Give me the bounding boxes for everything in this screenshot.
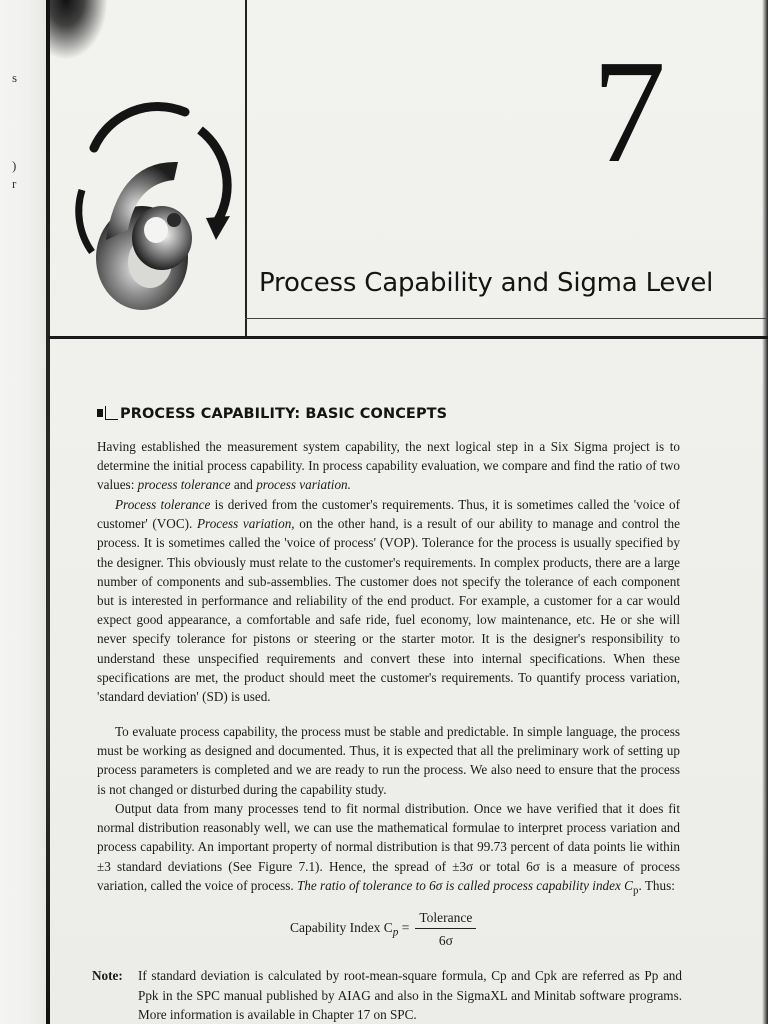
formula-subscript: p	[392, 926, 399, 939]
formula-fraction	[415, 910, 476, 949]
chapter-number: 7	[592, 30, 666, 194]
formula-denominator: 6σ	[438, 933, 453, 948]
formula-label	[290, 920, 409, 939]
note-block	[92, 966, 682, 1024]
paragraph-text: Having established the measurement system capability, the next logical step in a Six Sigma project is to determine the initial process capability. In process capability evaluation, we compare and find the ratio of two values:	[97, 439, 680, 493]
binding-edge-line	[46, 0, 50, 1024]
heading-bracket-icon	[105, 406, 118, 420]
section-heading	[97, 406, 447, 422]
scan-shadow	[48, 0, 108, 60]
page-right-edge	[762, 0, 768, 1024]
chapter-title: Process Capability and Sigma Level	[259, 268, 714, 298]
margin-mark: r	[12, 176, 17, 191]
page-binding-margin	[0, 0, 48, 1024]
formula-label-text: Capability Index C	[290, 920, 393, 936]
emphasis-text: process tolerance	[137, 477, 231, 493]
emphasis-text: Process variation,	[197, 516, 295, 532]
paragraph-normal-distribution	[97, 799, 680, 901]
title-underline	[245, 318, 768, 319]
emphasis-text: The ratio of tolerance to 6σ is called process capability index C	[296, 877, 633, 893]
paragraph-text: is derived from the customer's requirements. Thus, it is sometimes called the 'voice of customer' (VOC).	[97, 497, 680, 532]
formula-numerator: Tolerance	[415, 910, 476, 929]
paragraph-intro	[97, 437, 680, 495]
formula-equals: =	[398, 920, 410, 936]
paragraph-text: Output data from many processes tend to fit normal distribution. Once we have verified that it does fit normal distribution reasonably well, we can use the mathematical formulae to interpret process variation and process capability. An important property of normal distribution is that 99.73 percent of data points lie within ±3 standard deviations (See Figure 7.1). Hence, the spread of ±3σ or total 6σ is a measure of process variation, called the voice of process.	[97, 801, 680, 893]
paragraph-stability	[97, 722, 680, 799]
paragraph-tolerance	[97, 495, 680, 706]
margin-mark: )	[12, 158, 17, 173]
section-heading-text: PROCESS CAPABILITY: BASIC CONCEPTS	[120, 406, 448, 422]
note-label: Note:	[92, 968, 123, 983]
capability-index-formula	[290, 910, 476, 949]
paragraph-text: . Thus:	[638, 877, 675, 893]
paragraph-text: To evaluate process capability, the process must be stable and predictable. In simple language, the process must be working as designed and documented. Thus, it is expected that all the preliminary work of setting up process parameters is completed and we are ready to run the process. We also need to ensure that the process is not changed or disturbed during the capability study.	[97, 724, 680, 797]
header-divider-horizontal	[48, 336, 768, 339]
margin-mark: s	[12, 70, 18, 85]
note-text: If standard deviation is calculated by root-mean-square formula, Cp and Cpk are referred as Pp and Ppk in the SPC manual published by AIAG and also in the SigmaXL and Minitab software programs. More information is available in Chapter 17 on SPC.	[138, 968, 682, 1022]
header-divider-vertical	[245, 0, 247, 338]
six-sigma-logo-icon	[70, 90, 240, 320]
emphasis-text: Process tolerance	[115, 497, 211, 512]
paragraph-text: and	[230, 477, 257, 493]
emphasis-text: process variation.	[256, 477, 351, 493]
subscript-text: p	[632, 884, 639, 897]
paragraph-text: on the other hand, is a result of our ability to manage and control the process. It is sometimes called the 'voice of process' (VOP). Tolerance for the process is usually specified by the designer. This obviously must relate to the customer's requirements. In complex products, there are a large number of components and sub-assemblies. The customer does not specify the tolerance of each component but is interested in performance and reliability of the end product. For example, a customer for a car would expect good appearance, a comfortable and safe ride, fuel economy, low maintenance, etc. He or she will never specify tolerance for pistons or steering or the starter motor. It is the designer's responsibility to understand these unspecified requirements and convert these into internal specifications. When these specifications are met, the product should meet the customer's requirements. To quantify process variation, 'standard deviation' (SD) is used.	[97, 516, 681, 705]
bullet-icon	[97, 409, 103, 417]
